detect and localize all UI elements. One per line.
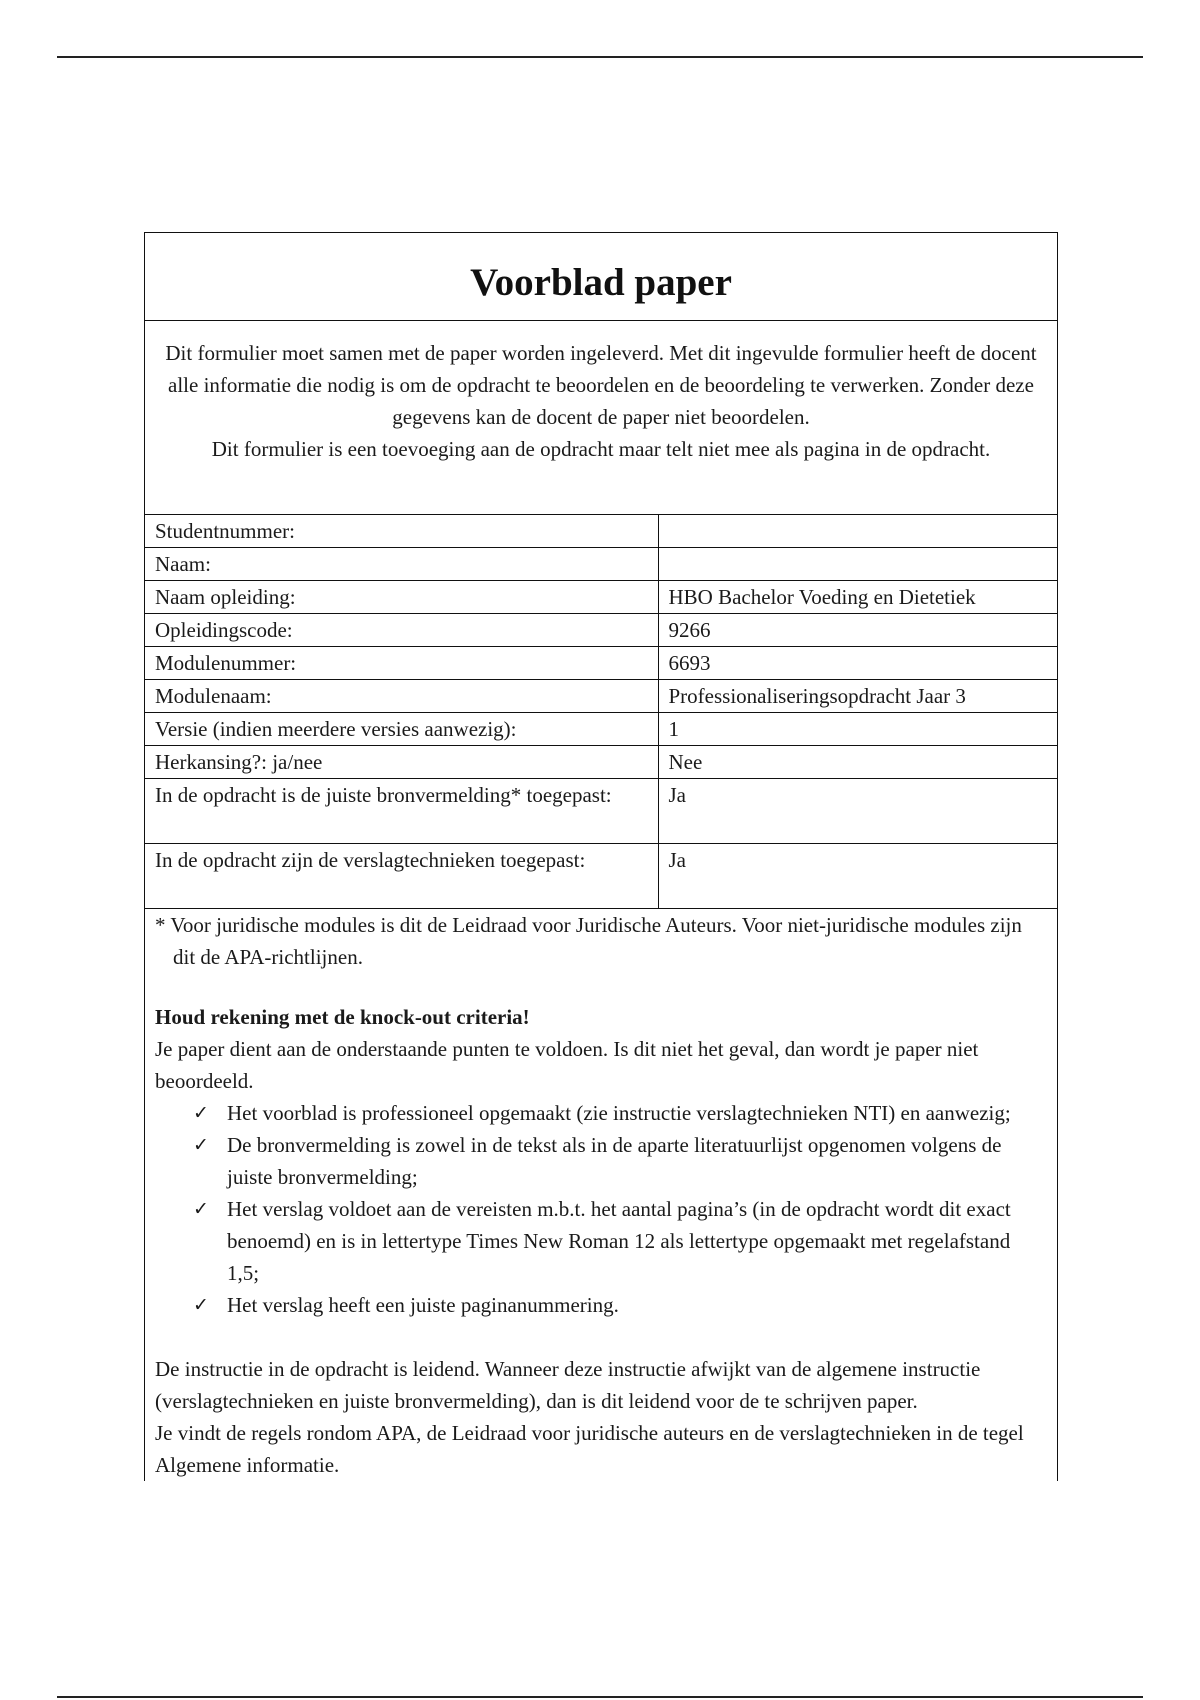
table-row <box>145 779 1057 844</box>
knockout-list <box>155 1097 1047 1321</box>
knockout-item-text: De bronvermelding is zowel in de tekst als in de aparte literatuurlijst opgenomen volgens de juiste bronvermelding; <box>227 1133 1002 1189</box>
list-item <box>155 1193 1047 1289</box>
field-value-versie: 1 <box>658 713 1057 746</box>
table-row <box>145 746 1057 779</box>
field-label-herkansing: Herkansing?: ja/nee <box>145 746 658 779</box>
field-value-verslagtechnieken: Ja <box>658 844 1057 909</box>
list-item <box>155 1289 1047 1321</box>
notes-cell <box>145 909 1057 1481</box>
intro-paragraph-1: Dit formulier moet samen met de paper worden ingeleverd. Met dit ingevulde formulier heeft de docent alle informatie die nodig is om de opdracht te beoordelen en de beoordeling te verwerken. Zonder deze gegevens kan de docent de paper niet beoordelen. <box>165 341 1037 429</box>
field-value-studentnummer <box>658 515 1057 548</box>
table-row <box>145 680 1057 713</box>
field-value-modulenaam: Professionaliseringsopdracht Jaar 3 <box>658 680 1057 713</box>
field-value-naam <box>658 548 1057 581</box>
spacer <box>155 1321 1047 1353</box>
spacer <box>155 973 1047 1001</box>
table-row <box>145 614 1057 647</box>
title-cell <box>145 233 1057 321</box>
field-value-herkansing: Nee <box>658 746 1057 779</box>
checkmark-icon: ✓ <box>193 1294 209 1316</box>
field-label-studentnummer: Studentnummer: <box>145 515 658 548</box>
page-title: Voorblad paper <box>470 261 732 304</box>
table-row <box>145 548 1057 581</box>
table-row <box>145 844 1057 909</box>
intro-cell <box>145 321 1057 515</box>
field-label-naam-opleiding: Naam opleiding: <box>145 581 658 614</box>
list-item <box>155 1129 1047 1193</box>
field-label-opleidingscode: Opleidingscode: <box>145 614 658 647</box>
field-label-versie: Versie (indien meerdere versies aanwezig): <box>145 713 658 746</box>
field-label-modulenaam: Modulenaam: <box>145 680 658 713</box>
knockout-intro: Je paper dient aan de onderstaande punten te voldoen. Is dit niet het geval, dan wordt je paper niet beoordeeld. <box>155 1037 979 1093</box>
field-label-verslagtechnieken: In de opdracht zijn de verslagtechnieken toegepast: <box>145 844 658 909</box>
field-label-naam: Naam: <box>145 548 658 581</box>
footnote: * Voor juridische modules is dit de Leidraad voor Juridische Auteurs. Voor niet-juridische modules zijn dit de APA-richtlijnen. <box>155 913 1022 969</box>
field-value-bronvermelding: Ja <box>658 779 1057 844</box>
closing-paragraph-1: De instructie in de opdracht is leidend. Wanneer deze instructie afwijkt van de algemene instructie (verslagtechnieken en juiste bronvermelding), dan is dit leidend voor de te schrijven paper. <box>155 1357 981 1413</box>
field-value-opleidingscode: 9266 <box>658 614 1057 647</box>
field-value-naam-opleiding: HBO Bachelor Voeding en Dietetiek <box>658 581 1057 614</box>
intro-paragraph-2: Dit formulier is een toevoeging aan de opdracht maar telt niet mee als pagina in de opdracht. <box>211 437 991 461</box>
list-item <box>155 1097 1047 1129</box>
footer-rule <box>57 1696 1143 1698</box>
knockout-item-text: Het voorblad is professioneel opgemaakt (zie instructie verslagtechnieken NTI) en aanwezig; <box>227 1101 1011 1125</box>
cover-form <box>144 232 1058 1481</box>
knockout-item-text: Het verslag heeft een juiste paginanummering. <box>227 1293 619 1317</box>
header-rule <box>57 56 1143 58</box>
knockout-heading: Houd rekening met de knock-out criteria! <box>155 1005 530 1029</box>
field-label-bronvermelding: In de opdracht is de juiste bronvermelding* toegepast: <box>145 779 658 844</box>
table-row <box>145 581 1057 614</box>
fields-table <box>145 515 1057 909</box>
field-label-modulenummer: Modulenummer: <box>145 647 658 680</box>
field-value-modulenummer: 6693 <box>658 647 1057 680</box>
table-row <box>145 647 1057 680</box>
checkmark-icon: ✓ <box>193 1134 209 1156</box>
table-row <box>145 515 1057 548</box>
closing-paragraph-2: Je vindt de regels rondom APA, de Leidraad voor juridische auteurs en de verslagtechnieken in de tegel Algemene informatie. <box>155 1421 1024 1477</box>
knockout-item-text: Het verslag voldoet aan de vereisten m.b.t. het aantal pagina’s (in de opdracht wordt dit exact benoemd) en is in lettertype Times New Roman 12 als lettertype opgemaakt met regelafstand 1,5; <box>227 1197 1011 1285</box>
checkmark-icon: ✓ <box>193 1102 209 1124</box>
table-row <box>145 713 1057 746</box>
checkmark-icon: ✓ <box>193 1198 209 1220</box>
